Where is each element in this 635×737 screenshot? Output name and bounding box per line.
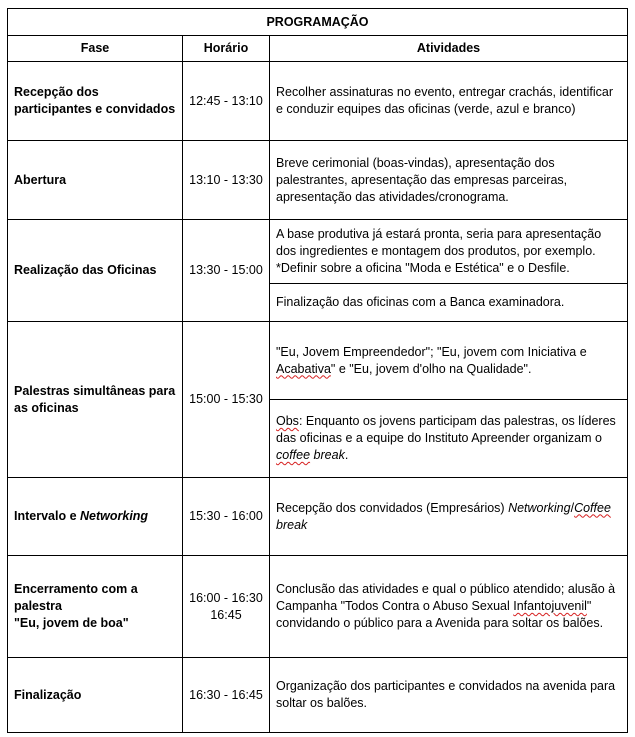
table-row [8,62,628,141]
header-horario: Horário [183,36,270,62]
spellcheck-word: Coffee [574,500,611,515]
atividades-text: break [276,517,308,532]
fase-line: "Eu, jovem de boa" [14,616,129,630]
header-fase: Fase [8,36,183,62]
atividades-text: break [313,448,345,462]
horario-cell: 13:30 - 15:00 [183,220,270,322]
fase-cell: Palestras simultâneas para as oficinas [8,322,183,478]
horario-line: 16:00 - 16:30 [189,590,263,605]
fase-cell: Recepção dos participantes e convidados [8,62,183,141]
atividades-cell [270,556,628,658]
horario-cell [183,556,270,658]
atividades-text: Recepção dos convidados (Empresários) [276,500,509,515]
fase-cell: Finalização [8,658,183,733]
table-row [8,141,628,220]
header-atividades: Atividades [270,36,628,62]
fase-cell: Abertura [8,141,183,220]
atividades-text: / [570,500,575,515]
atividades-text: Networking [508,500,571,515]
horario-cell: 16:30 - 16:45 [183,658,270,733]
atividades-text: Conclusão das atividades e qual o público atendido; alusão à Campanha "Todos Contra o Abuso Sexual [276,582,616,613]
horario-cell: 15:00 - 15:30 [183,322,270,478]
atividades-cell [270,478,628,556]
table-row [8,322,628,400]
atividades-cell: Recolher assinaturas no evento, entregar crachás, identificar e conduzir equipes das oficinas (verde, azul e branco) [270,62,628,141]
atividades-cell: A base produtiva já estará pronta, seria para apresentação dos ingredientes e montagem dos produtos, por exemplo. *Definir sobre a oficina "Moda e Estética" e o Desfile. [270,220,628,284]
horario-line: 16:45 [210,607,242,622]
atividades-cell [270,322,628,400]
spellcheck-word: coffee [276,448,311,462]
header-row [8,36,628,62]
atividades-text: . [344,448,349,462]
atividades-text: " e "Eu, jovem d'olho na Qualidade". [330,361,532,376]
programacao-table [7,8,628,733]
atividades-cell: Breve cerimonial (boas-vindas), apresentação dos palestrantes, apresentação das empresas parceiras, apresentação das atividades/cronograma. [270,141,628,220]
atividades-cell [270,400,628,478]
title-row [8,9,628,36]
table-row [8,478,628,556]
table-row [8,556,628,658]
spellcheck-word: Obs [276,414,299,428]
fase-cell [8,478,183,556]
fase-cell [8,556,183,658]
fase-line: palestra [14,599,62,613]
spellcheck-word: Infantojuvenil [513,599,587,613]
table-title: PROGRAMAÇÃO [8,9,628,36]
table-row [8,658,628,733]
horario-cell: 12:45 - 13:10 [183,62,270,141]
atividades-text: : Enquanto os jovens participam das palestras, os líderes das oficinas e a equipe do Instituto Apreender organizam o [276,414,616,445]
atividades-cell: Organização dos participantes e convidados na avenida para soltar os balões. [270,658,628,733]
horario-cell: 15:30 - 16:00 [183,478,270,556]
table-row [8,220,628,284]
atividades-cell: Finalização das oficinas com a Banca examinadora. [270,284,628,322]
horario-cell: 13:10 - 13:30 [183,141,270,220]
spellcheck-word: Acabativa [276,361,331,376]
fase-text: Networking [80,509,149,523]
fase-line: Encerramento com a [14,582,138,596]
fase-text: Intervalo e [14,509,80,523]
atividades-text: " convidando o público para a Avenida para soltar os balões. [276,599,604,630]
fase-cell: Realização das Oficinas [8,220,183,322]
atividades-text: "Eu, Jovem Empreendedor"; "Eu, jovem com Iniciativa e [276,344,587,359]
